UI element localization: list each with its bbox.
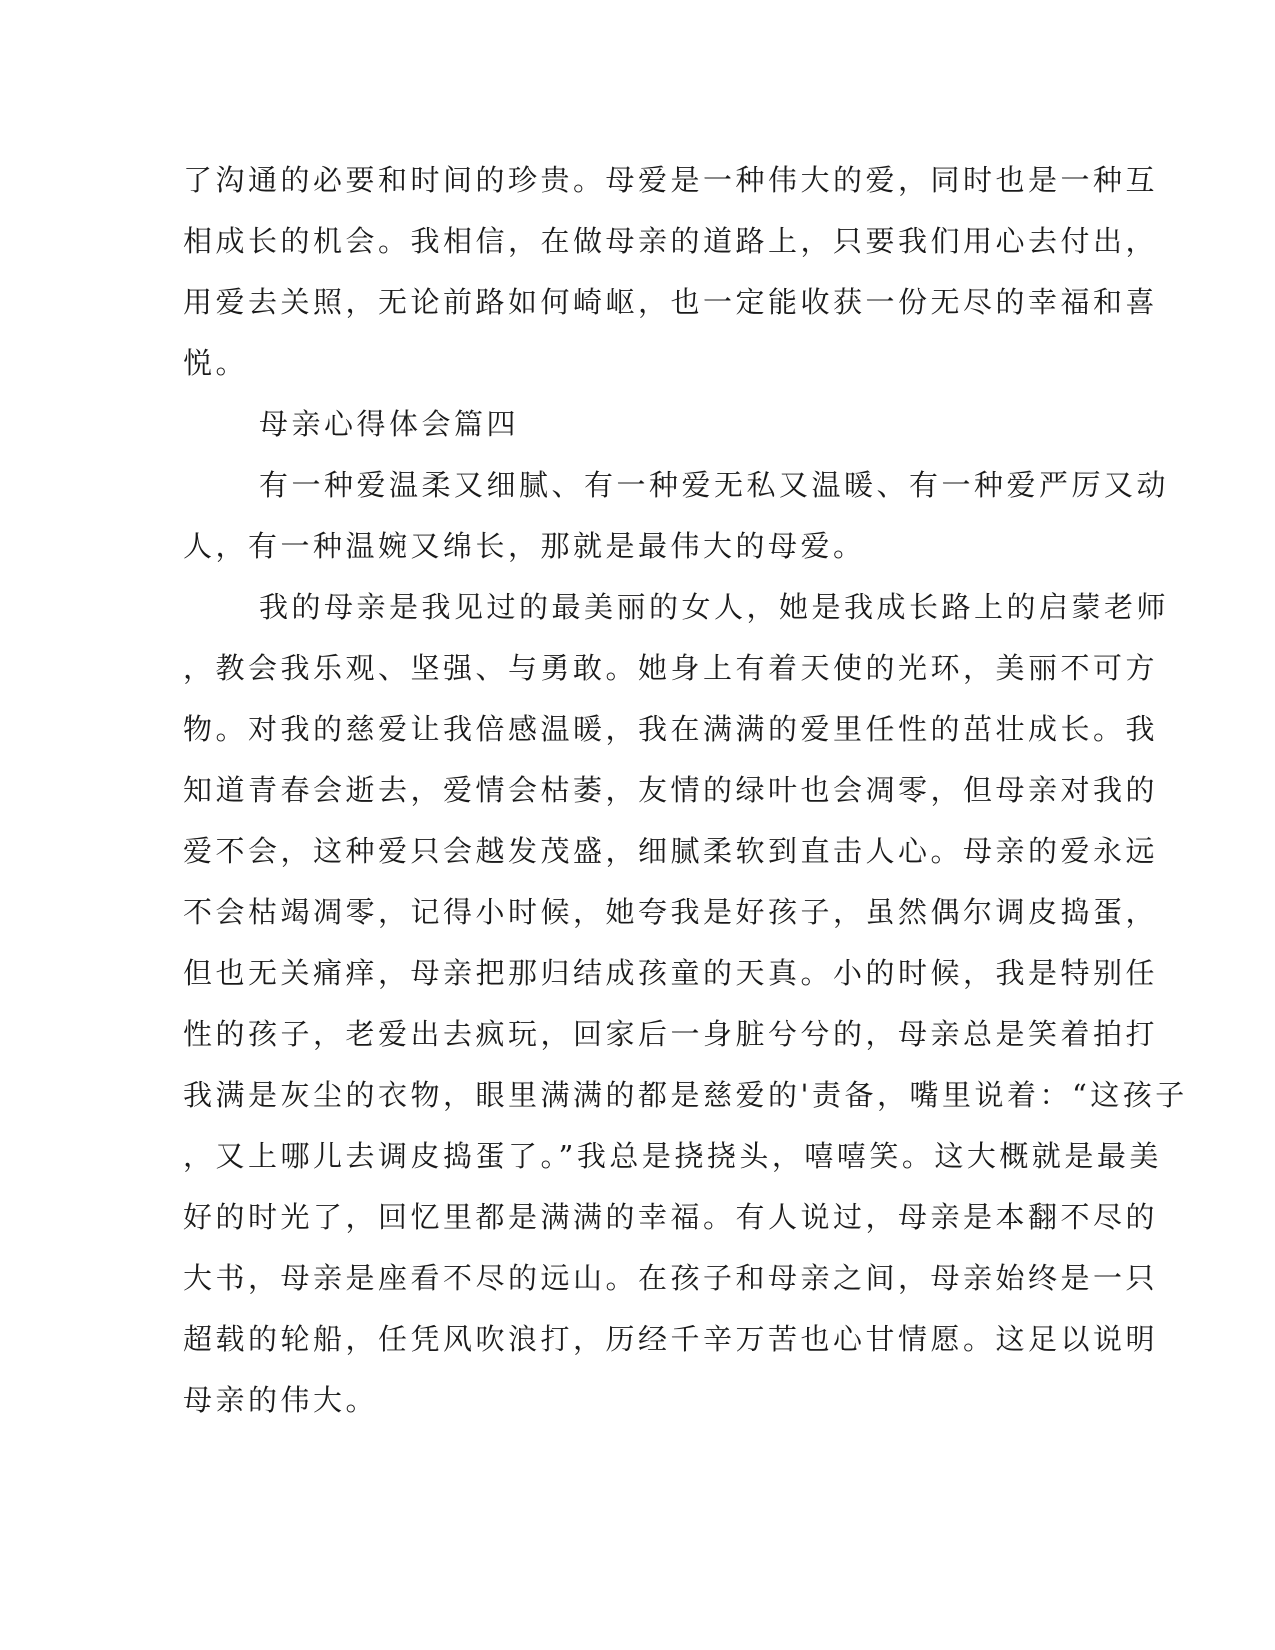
text-line: 知道青春会逝去，爱情会枯萎，友情的绿叶也会凋零，但母亲对我的 (183, 773, 1159, 807)
text-line: 物。对我的慈爱让我倍感温暖，我在满满的爱里任性的茁壮成长。我 (183, 712, 1159, 746)
text-line: 爱不会，这种爱只会越发茂盛，细腻柔软到直击人心。母亲的爱永远 (183, 834, 1159, 868)
text-line: 人，有一种温婉又绵长，那就是最伟大的母爱。 (183, 529, 866, 563)
text-line: ，教会我乐观、坚强、与勇敢。她身上有着天使的光环，美丽不可方 (183, 651, 1159, 685)
text-line: ，又上哪儿去调皮捣蛋了。”我总是挠挠头，嘻嘻笑。这大概就是最美 (183, 1139, 1162, 1173)
text-line: 用爱去关照，无论前路如何崎岖，也一定能收获一份无尽的幸福和喜 (183, 285, 1159, 319)
section-heading-text: 母亲心得体会篇四 (259, 407, 520, 441)
text-line: 我满是灰尘的衣物，眼里满满的都是慈爱的'责备，嘴里说着：“这孩子 (183, 1078, 1188, 1112)
section-heading (183, 394, 1053, 455)
text-line: 母亲的伟大。 (183, 1383, 379, 1417)
paragraph-main (183, 577, 1188, 1431)
text-line: 悦。 (183, 346, 249, 380)
text-line: 有一种爱温柔又细腻、有一种爱无私又温暖、有一种爱严厉又动 (259, 468, 1170, 502)
paragraph-intro (183, 455, 1170, 577)
text-line: 相成长的机会。我相信，在做母亲的道路上，只要我们用心去付出， (183, 224, 1159, 258)
text-line: 性的孩子，老爱出去疯玩，回家后一身脏兮兮的，母亲总是笑着拍打 (183, 1017, 1159, 1051)
document-body (183, 150, 1188, 1431)
paragraph-continuation (183, 150, 1159, 394)
text-line: 好的时光了，回忆里都是满满的幸福。有人说过，母亲是本翻不尽的 (183, 1200, 1159, 1234)
text-line: 了沟通的必要和时间的珍贵。母爱是一种伟大的爱，同时也是一种互 (183, 163, 1159, 197)
text-line: 大书，母亲是座看不尽的远山。在孩子和母亲之间，母亲始终是一只 (183, 1261, 1159, 1295)
text-line: 我的母亲是我见过的最美丽的女人，她是我成长路上的启蒙老师 (259, 590, 1170, 624)
text-line: 但也无关痛痒，母亲把那归结成孩童的天真。小的时候，我是特别任 (183, 956, 1159, 990)
text-line: 超载的轮船，任凭风吹浪打，历经千辛万苦也心甘情愿。这足以说明 (183, 1322, 1159, 1356)
text-line: 不会枯竭凋零，记得小时候，她夸我是好孩子，虽然偶尔调皮捣蛋， (183, 895, 1159, 929)
